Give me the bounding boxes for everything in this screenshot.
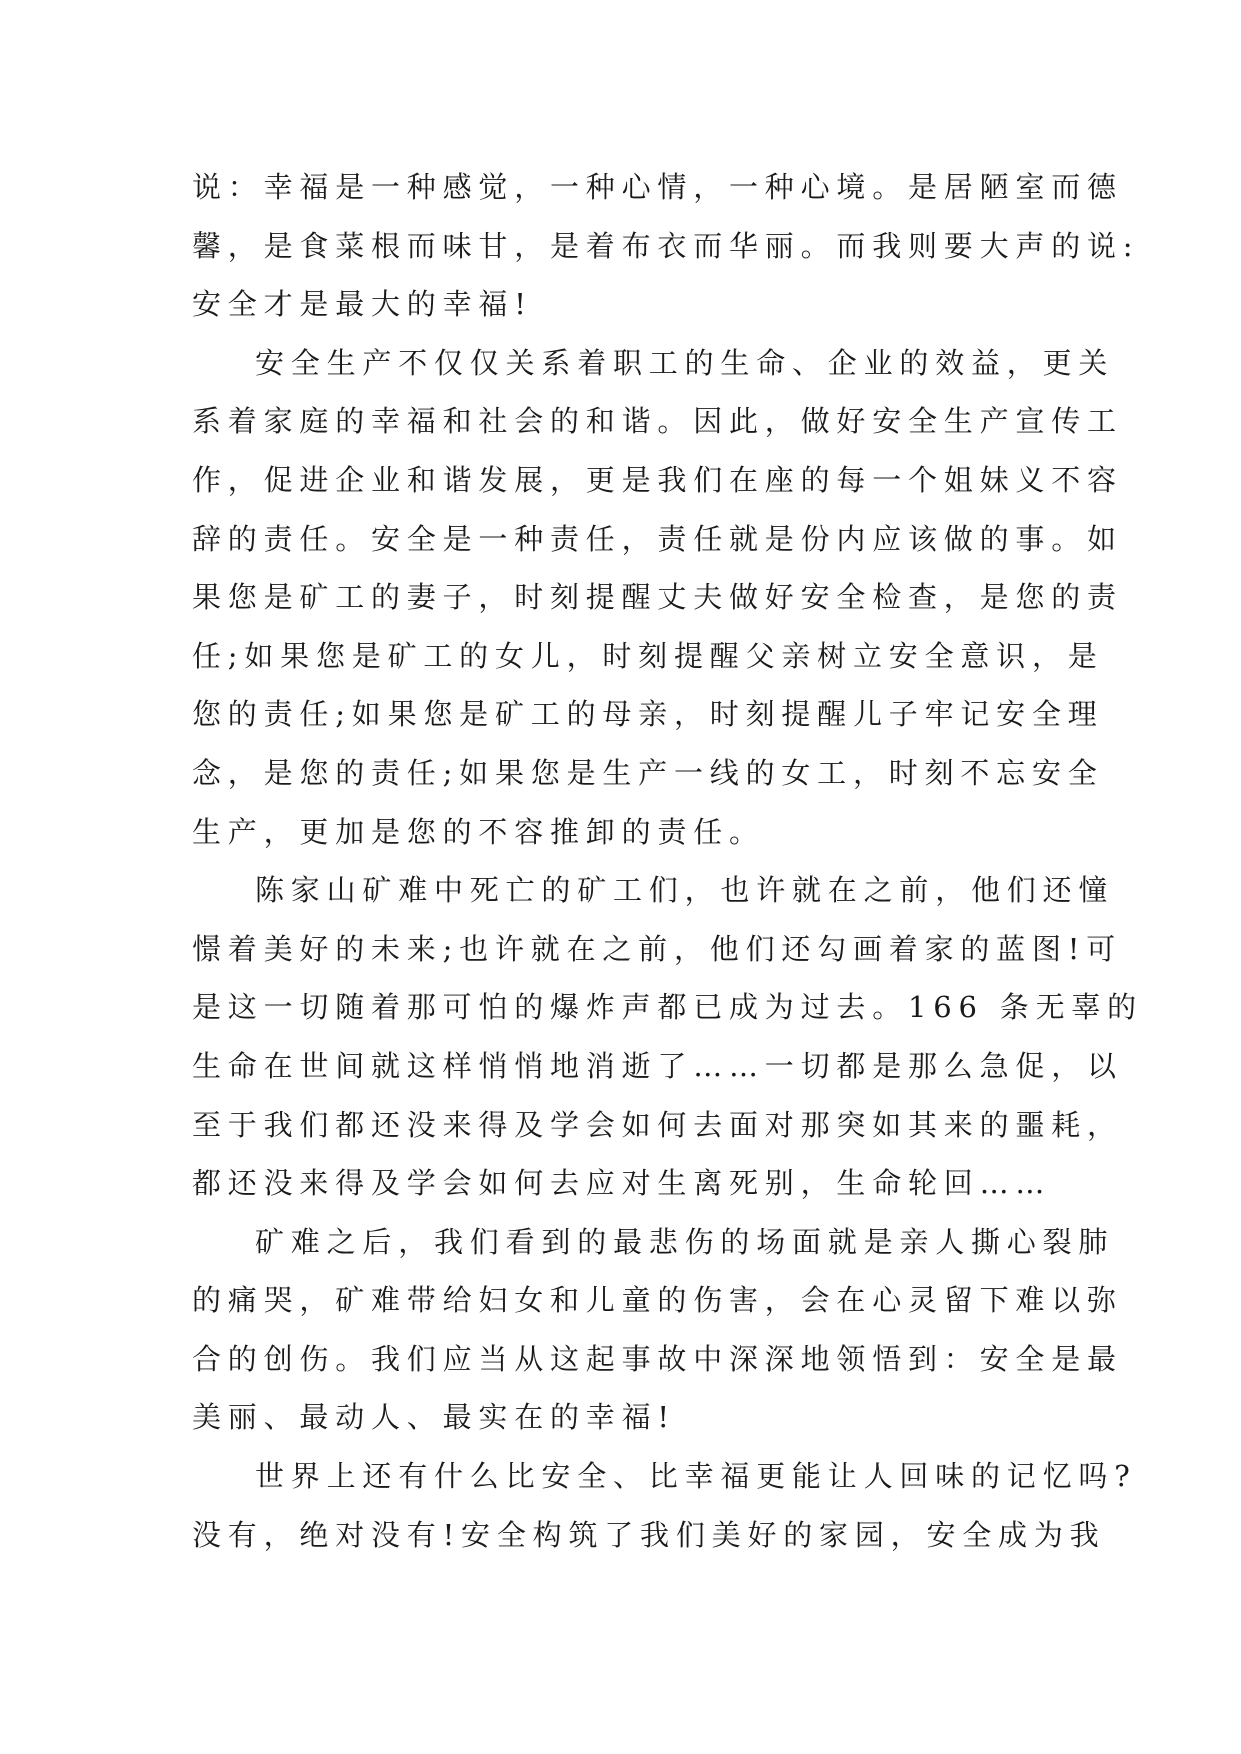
- text-line: 您的责任;如果您是矿工的母亲，时刻提醒儿子牢记安全理: [192, 697, 1104, 732]
- text-line: 美丽、最动人、最实在的幸福!: [192, 1400, 676, 1435]
- text-line: 没有，绝对没有!安全构筑了我们美好的家园，安全成为我: [192, 1517, 1106, 1552]
- text-line: 的痛哭，矿难带给妇女和儿童的伤害，会在心灵留下难以弥: [192, 1283, 1123, 1318]
- text-line: 都还没来得及学会如何去应对生离死别，生命轮回……: [192, 1166, 1052, 1201]
- text-line: 说：幸福是一种感觉，一种心情，一种心境。是居陋室而德: [192, 170, 1123, 204]
- text-line: 憬着美好的未来;也许就在之前，他们还勾画着家的蓝图!可: [192, 931, 1123, 966]
- text-line: 念，是您的责任;如果您是生产一线的女工，时刻不忘安全: [192, 755, 1104, 790]
- text-line: 世界上还有什么比安全、比幸福更能让人回味的记忆吗?: [255, 1459, 1137, 1494]
- text-line: 任;如果您是矿工的女儿，时刻提醒父亲树立安全意识，是: [192, 638, 1104, 673]
- text-line: 生命在世间就这样悄悄地消逝了……一切都是那么急促，以: [192, 1048, 1123, 1083]
- text-line: 系着家庭的幸福和社会的和谐。因此，做好安全生产宣传工: [192, 404, 1123, 439]
- text-line: 作，促进企业和谐发展，更是我们在座的每一个姐妹义不容: [192, 462, 1123, 497]
- text-line: 合的创伤。我们应当从这起事故中深深地领悟到：安全是最: [192, 1341, 1123, 1376]
- text-line: 辞的责任。安全是一种责任，责任就是份内应该做的事。如: [192, 521, 1123, 556]
- text-line: 馨，是食菜根而味甘，是着布衣而华丽。而我则要大声的说:: [192, 228, 1140, 263]
- text-line: 安全生产不仅仅关系着职工的生命、企业的效益，更关: [255, 345, 1115, 380]
- document-body: [192, 158, 1143, 1564]
- text-line: 至于我们都还没来得及学会如何去面对那突如其来的噩耗，: [192, 1107, 1123, 1142]
- text-line: 陈家山矿难中死亡的矿工们，也许就在之前，他们还憧: [255, 873, 1115, 908]
- text-line: 是这一切随着那可怕的爆炸声都已成为过去。166 条无辜的: [192, 990, 1143, 1025]
- text-line: 生产，更加是您的不容推卸的责任。: [192, 814, 765, 849]
- text-line: 安全才是最大的幸福!: [192, 287, 533, 322]
- text-line: 果您是矿工的妻子，时刻提醒丈夫做好安全检查，是您的责: [192, 580, 1123, 615]
- text-line: 矿难之后，我们看到的最悲伤的场面就是亲人撕心裂肺: [255, 1224, 1115, 1259]
